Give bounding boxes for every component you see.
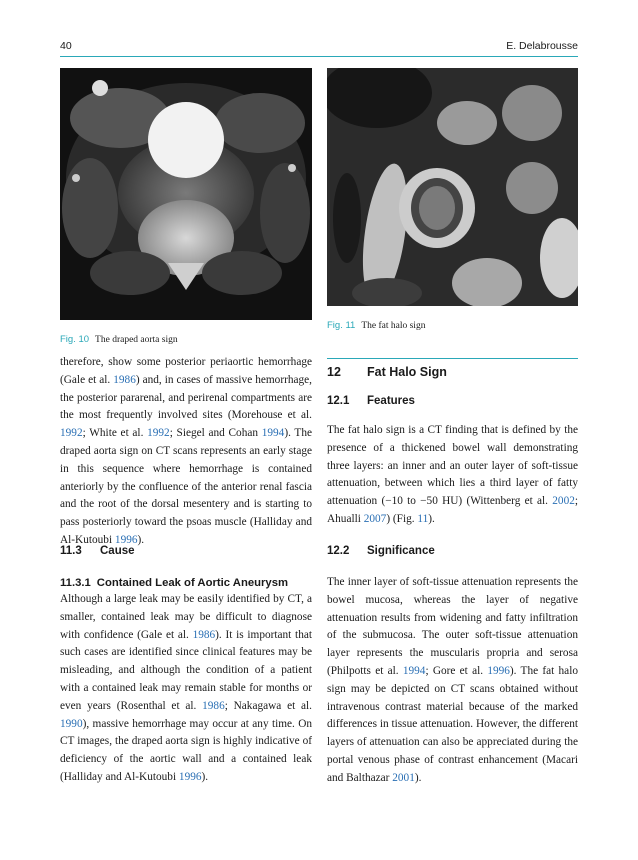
figure-10-caption — [60, 334, 312, 346]
page-number: 40 — [60, 40, 72, 52]
citation-link[interactable]: 1990 — [60, 717, 83, 730]
citation-link[interactable]: 1994 — [402, 664, 426, 677]
figure-10-image — [60, 68, 312, 320]
figure-11-image — [327, 68, 578, 306]
figure-10-caption-text: The draped aorta sign — [95, 335, 178, 345]
citation-link[interactable]: 1986 — [113, 373, 136, 386]
right-paragraph-2: The inner layer of soft-tissue attenuation represents the bowel mucosa, whereas the layer of negative attenuation results from widening and fatty infiltration of the submucosa. The outer soft-tissue attenuation layer represents the muscularis propria and serosa (Philpotts et al. 1994; Gore et al. 1996). The fat halo sign may be depicted on CT scans obtained without intravenous contrast material because of the marked differences in tissue attenuation. However, the different layers of attenuation can also be appreciated during the portal venous phase of contrast enhancement (Macari and Balthazar 2001). — [327, 576, 578, 784]
figure-reference-link[interactable]: 11 — [417, 512, 429, 525]
right-paragraph-1: The fat halo sign is a CT finding that is defined by the presence of a thickened bowel wall demonstrating three layers: an inner and an outer layer of soft-tissue attenuation, between which lies a third layer of fatty attenuation (−10 to −50 HU) (Wittenberg et al. 2002; Ahualli 2007) (Fig. 11). — [327, 424, 578, 525]
figure-11-caption-text: The fat halo sign — [361, 321, 426, 331]
citation-link[interactable]: 1994 — [261, 427, 285, 440]
running-author: E. Delabrousse — [506, 40, 578, 52]
figure-10-label: Fig. 10 — [60, 334, 90, 345]
citation-link[interactable]: 1996 — [487, 664, 510, 677]
citation-link[interactable]: 1986 — [202, 699, 225, 712]
citation-link[interactable]: 1996 — [178, 770, 202, 783]
figure-11-caption — [327, 320, 578, 332]
left-paragraph-2: Although a large leak may be easily identified by CT, a smaller, contained leak may be difficult to diagnose with confidence (Gale et al. 1986). It is important that such cases are identified since clinical features may be misleading, and although the condition of a patient with a contained leak may remain stable for months or even years (Rosenthal et al. 1986; Nakagawa et al. 1990), massive hemorrhage may occur at any time. On CT images, the draped aorta sign is highly indicative of deficiency of the aortic wall and a contained leak (Halliday and Al-Kutoubi 1996). — [60, 593, 312, 783]
citation-link[interactable]: 2007 — [363, 512, 387, 525]
section-11-3-heading: 11.3 Cause — [60, 545, 135, 557]
citation-link[interactable]: 1992 — [60, 427, 83, 440]
section-11-3-1-heading: 11.3.1 Contained Leak of Aortic Aneurysm — [60, 577, 289, 589]
left-paragraph-1: therefore, show some posterior periaortic hemorrhage (Gale et al. 1986) and, in cases of massive hemorrhage, the posterior pararenal, and perirenal compartments are the most frequently involved sites (Morehouse et al. 1992; White et al. 1992; Siegel and Cohan 1994). The draped aorta sign on CT scans represents an early stage in this sequence where hemorrhage is contained anteriorly by the confluence of the anterior renal fascia and the root of the dorsal mesentery and is starting to pass posteriorly toward the psoas muscle (Halliday and Al-Kutoubi 1996). — [60, 356, 312, 546]
citation-link[interactable]: 1986 — [192, 628, 216, 641]
citation-link[interactable]: 1992 — [147, 427, 170, 440]
citation-link[interactable]: 2001 — [392, 771, 415, 784]
section-12-2-heading: 12.2 Significance — [327, 545, 435, 557]
section-12-1-heading: 12.1 Features — [327, 395, 415, 407]
citation-link[interactable]: 2002 — [552, 495, 575, 508]
figure-11-label: Fig. 11 — [327, 320, 356, 331]
section-rule — [327, 358, 578, 359]
citation-link[interactable]: 1996 — [114, 533, 138, 546]
section-12-heading: 12 Fat Halo Sign — [327, 365, 447, 379]
running-header — [60, 40, 578, 54]
header-rule — [60, 56, 578, 57]
